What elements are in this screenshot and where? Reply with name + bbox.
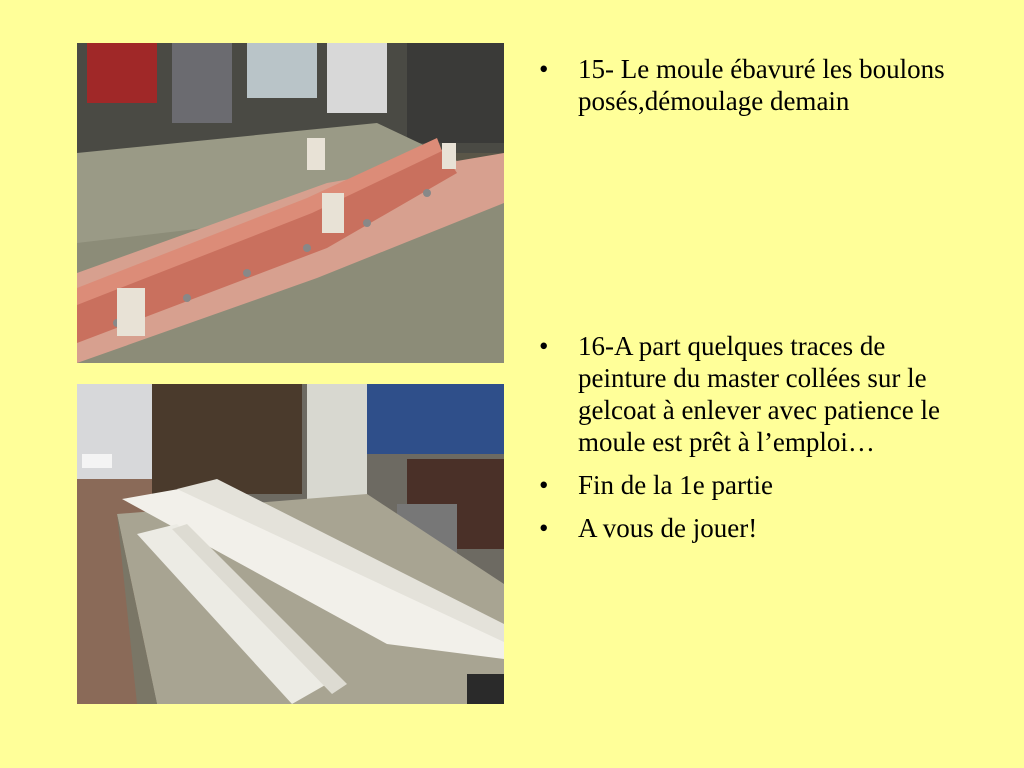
demolded-white-parts-photo [77, 384, 504, 704]
bullet-text: Fin de la 1e partie [578, 470, 773, 500]
bullet-list-bottom [536, 330, 956, 555]
bullet-item [536, 53, 956, 117]
bullet-marker: • [539, 54, 549, 84]
mold-with-bolts-photo [77, 43, 504, 363]
bullet-text: 16-A part quelques traces de peinture du master collées sur le gelcoat à enlever avec patience le moule est prêt à l’emploi… [578, 331, 941, 457]
bullet-item [536, 512, 956, 544]
bullet-marker: • [539, 470, 549, 500]
bullet-list-top [536, 53, 956, 128]
bullet-item [536, 469, 956, 501]
bullet-item [536, 330, 956, 458]
bullet-marker: • [539, 513, 549, 543]
bullet-text: 15- Le moule ébavuré les boulons posés,démoulage demain [578, 54, 945, 116]
bullet-marker: • [539, 331, 549, 361]
bullet-text: A vous de jouer! [578, 513, 758, 543]
